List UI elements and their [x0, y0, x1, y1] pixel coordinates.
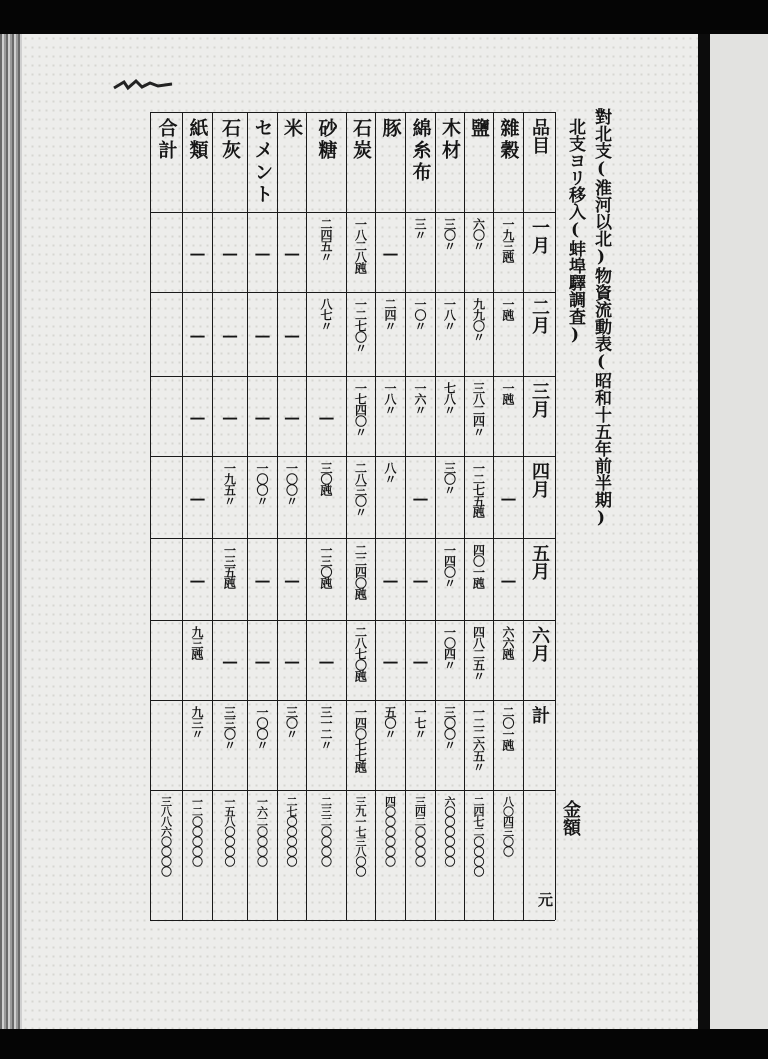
- table-cell: —: [188, 325, 207, 345]
- table-cell: 九三〃: [190, 706, 204, 739]
- table-cell: 一二〇〇〇〇〇: [190, 796, 204, 866]
- table-cell: —: [381, 570, 400, 590]
- amount-unit: 元: [536, 892, 554, 906]
- row-item-label: セメント: [251, 118, 274, 206]
- table-cell: —: [253, 243, 272, 263]
- table-cell: 七八〃: [442, 382, 457, 415]
- header-item-label: 品目: [529, 118, 550, 154]
- header-total-label: 計: [529, 706, 550, 724]
- table-cell: 一四〇〃: [442, 544, 457, 588]
- table-cell: —: [282, 243, 302, 263]
- table-cell: 二四〃: [383, 298, 397, 331]
- header-month-1: 一月: [529, 218, 550, 254]
- table-cell: [150, 706, 182, 786]
- table-cell: 一三〇瓲: [319, 544, 333, 588]
- table-cell: 一六二〇〇〇〇: [255, 796, 269, 866]
- table-cell: 九九〇〃: [471, 298, 486, 342]
- table-cell: —: [220, 651, 240, 671]
- table-cell: 一瓲: [501, 382, 515, 404]
- row-item-label: 砂糖: [315, 118, 338, 162]
- table-cell: —: [411, 488, 430, 508]
- table-cell: [150, 218, 182, 288]
- row-item-label: 雜穀: [497, 118, 520, 162]
- table-column-rule: [555, 112, 556, 920]
- table-cell: —: [188, 407, 207, 427]
- header-month-6: 六月: [529, 626, 550, 662]
- table-cell: 三四二〇〇〇〇: [413, 796, 427, 866]
- table-cell: 八七〃: [319, 298, 333, 331]
- header-amount-label: 金額: [560, 800, 581, 836]
- table-cell: —: [220, 325, 240, 345]
- table-cell: [150, 626, 182, 696]
- table-cell: 一瓲: [501, 298, 515, 320]
- table-cell: 一〇〇〃: [255, 462, 269, 506]
- table-cell: 二八七〇瓲: [353, 626, 368, 681]
- table-cell: 六六瓲: [501, 626, 515, 659]
- table-cell: —: [317, 407, 336, 427]
- table-row-rule: [150, 212, 555, 213]
- scan-top-border: [0, 0, 768, 34]
- row-item-label: 米: [281, 118, 303, 140]
- row-item-label: 合計: [155, 118, 178, 162]
- table-cell: 三八二四〃: [471, 382, 486, 437]
- table-cell: 九三瓲: [190, 626, 204, 659]
- book-binding: [0, 34, 22, 1029]
- table-cell: —: [253, 570, 272, 590]
- table-cell: 二八三〇〃: [353, 462, 368, 517]
- table-cell: 一七四〇〃: [353, 382, 368, 437]
- table-cell: 三九一七三八〇〇: [354, 796, 367, 876]
- table-cell: 二二四〇瓲: [353, 544, 368, 599]
- table-cell: 八〃: [383, 462, 397, 484]
- table-row-rule: [150, 292, 555, 293]
- row-item-label: 鹽: [468, 118, 490, 140]
- table-row-rule: [150, 376, 555, 377]
- table-cell: 三三〇〃: [222, 706, 237, 750]
- table-row-rule: [150, 920, 555, 921]
- document-subtitle: 北支ヨリ移入(蚌埠驛調査): [565, 118, 585, 345]
- table-cell: —: [499, 570, 518, 590]
- table-cell: 一八〃: [383, 382, 397, 415]
- table-cell: 三八八六〇〇〇〇: [159, 796, 173, 876]
- table-row-rule: [150, 538, 555, 539]
- table-cell: 四〇〇〇〇〇〇: [383, 796, 397, 866]
- row-item-label: 木材: [439, 118, 461, 162]
- document-title: 對北支(淮河以北)物資流動表(昭和十五年前半期): [591, 108, 611, 528]
- table-cell: 一二二六五〃: [471, 706, 486, 772]
- table-cell: 三〇〃: [442, 462, 457, 495]
- table-cell: 四〇一瓲: [471, 544, 486, 588]
- header-month-2: 二月: [529, 298, 550, 334]
- table-cell: 一〇四〃: [442, 626, 457, 670]
- table-cell: 三〇〃: [442, 218, 457, 251]
- page-gutter: [698, 34, 710, 1029]
- table-cell: —: [381, 651, 400, 671]
- table-cell: —: [220, 243, 240, 263]
- table-cell: [150, 462, 182, 534]
- table-cell: 六〇〇〇〇〇〇: [443, 796, 456, 866]
- table-cell: —: [282, 407, 302, 427]
- row-item-label: 紙類: [186, 118, 209, 162]
- table-cell: 一二七五瓲: [471, 462, 486, 517]
- table-cell: 二〇一瓲: [501, 706, 515, 750]
- table-cell: 一八二八瓲: [353, 218, 368, 273]
- table-cell: —: [253, 407, 272, 427]
- table-cell: —: [220, 407, 240, 427]
- row-item-label: 豚: [379, 118, 402, 140]
- row-item-label: 石灰: [219, 118, 241, 162]
- table-cell: —: [253, 325, 272, 345]
- table-cell: 一五八〇〇〇〇: [223, 796, 236, 866]
- table-cell: 二七〇〇〇〇〇: [285, 796, 298, 866]
- table-cell: 三〃: [413, 218, 427, 240]
- table-cell: —: [282, 325, 302, 345]
- table-row-rule: [150, 456, 555, 457]
- table-cell: 二三二〇〇〇〇: [319, 796, 333, 866]
- table-cell: —: [188, 243, 207, 263]
- table-cell: 一七〃: [413, 706, 427, 739]
- table-cell: 二四五〃: [319, 218, 333, 262]
- table-cell: [150, 382, 182, 452]
- table-row-rule: [150, 112, 555, 113]
- table-cell: 一〇〃: [413, 298, 427, 331]
- table-row-rule: [150, 700, 555, 701]
- table-cell: —: [188, 570, 207, 590]
- header-month-5: 五月: [529, 544, 550, 580]
- table-cell: 三一二〃: [319, 706, 333, 750]
- table-cell: —: [253, 651, 272, 671]
- table-cell: 六〇〃: [471, 218, 486, 251]
- table-cell: —: [411, 570, 430, 590]
- scan-bottom-border: [0, 1029, 768, 1059]
- table-cell: 一〇〇〃: [284, 462, 299, 506]
- table-cell: —: [499, 488, 518, 508]
- table-cell: —: [317, 651, 336, 671]
- table-cell: [150, 298, 182, 372]
- row-item-label: 石炭: [350, 118, 372, 162]
- table-row-rule: [150, 620, 555, 621]
- table-cell: 三〇瓲: [319, 462, 333, 495]
- table-cell: [150, 544, 182, 616]
- header-month-3: 三月: [529, 382, 550, 418]
- table-cell: 一八〃: [442, 298, 457, 331]
- adjacent-page-edge: [710, 34, 768, 1029]
- table-cell: 一三五瓲: [222, 544, 237, 588]
- table-cell: 一二七〇〃: [353, 298, 368, 353]
- table-cell: 一九三瓲: [501, 218, 515, 262]
- row-item-label: 綿糸布: [409, 118, 432, 184]
- header-month-4: 四月: [529, 462, 550, 498]
- table-cell: 八〇四三〇〇: [501, 796, 515, 856]
- table-cell: 四八二五〃: [471, 626, 486, 681]
- table-cell: 一六〃: [413, 382, 427, 415]
- table-cell: 三〇〃: [284, 706, 299, 739]
- table-cell: 二四七二〇〇〇〇: [472, 796, 485, 876]
- table-cell: —: [188, 488, 207, 508]
- table-cell: —: [411, 651, 430, 671]
- handwritten-mark: [112, 78, 182, 92]
- table-cell: 一四〇七七瓲: [353, 706, 368, 772]
- table-row-rule: [150, 790, 555, 791]
- table-cell: —: [381, 243, 400, 263]
- table-cell: 五〇〃: [383, 706, 397, 739]
- table-cell: 一九五〃: [222, 462, 237, 506]
- table-cell: —: [282, 570, 302, 590]
- table-cell: 一〇〇〃: [255, 706, 269, 750]
- table-cell: —: [282, 651, 302, 671]
- table-cell: 三〇〇〃: [442, 706, 457, 750]
